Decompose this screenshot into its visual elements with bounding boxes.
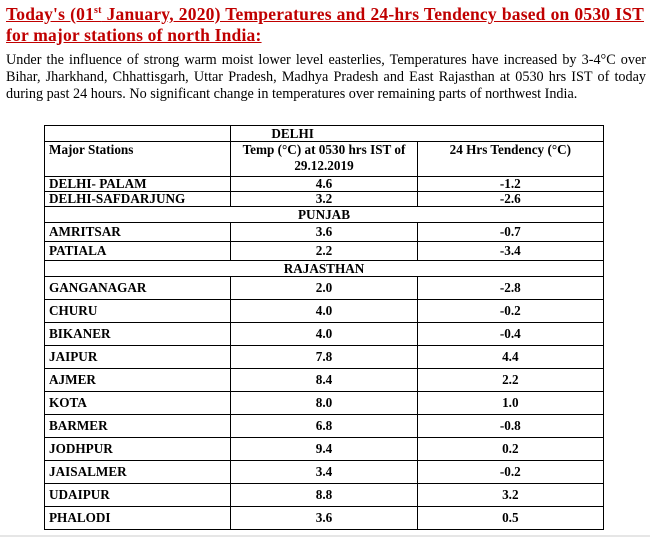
table-row: AMRITSAR 3.6 -0.7 [45,223,604,242]
table-row: DELHI- PALAM 4.6 -1.2 [45,177,604,192]
table-row: PHALODI 3.6 0.5 [45,507,604,530]
intro-paragraph: Under the influence of strong warm moist lower level easterlies, Temperatures have increased by 3-4°C over Bihar, Jharkhand, Chhattisgarh, Uttar Pradesh, Madhya Pradesh and East Rajasthan at 0530 hrs IST of today during past 24 hours. No significant change in temperatures over remaining parts of northwest India. [6,52,646,102]
table-row: BIKANER 4.0 -0.4 [45,323,604,346]
table-row: UDAIPUR 8.8 3.2 [45,484,604,507]
table-row: PATIALA 2.2 -3.4 [45,242,604,261]
heading-superscript: st [94,5,102,17]
table-row: JODHPUR 9.4 0.2 [45,438,604,461]
region-row-punjab [45,207,604,223]
column-header-tendency: 24 Hrs Tendency (°C) [417,142,603,177]
table-row: DELHI-SAFDARJUNG 3.2 -2.6 [45,192,604,207]
region-row-rajasthan [45,261,604,277]
table-row: JAIPUR 7.8 4.4 [45,346,604,369]
page-heading: Today's (01st January, 2020) Temperatures and 24-hrs Tendency based on 0530 IST for major stations of north India: [6,4,644,45]
temperature-table [44,125,604,530]
region-label: DELHI [231,126,604,142]
column-header-station: Major Stations [45,142,231,177]
region-label: PUNJAB [45,207,604,223]
table-row: AJMER 8.4 2.2 [45,369,604,392]
column-header-temp: Temp (°C) at 0530 hrs IST of 29.12.2019 [231,142,417,177]
table-row: GANGANAGAR 2.0 -2.8 [45,277,604,300]
table-row: CHURU 4.0 -0.2 [45,300,604,323]
table-row: BARMER 6.8 -0.8 [45,415,604,438]
page-bottom-edge [0,535,650,537]
region-row-delhi [45,126,604,142]
column-header-row [45,142,604,177]
region-label: RAJASTHAN [45,261,604,277]
table-row: KOTA 8.0 1.0 [45,392,604,415]
table-row: JAISALMER 3.4 -0.2 [45,461,604,484]
